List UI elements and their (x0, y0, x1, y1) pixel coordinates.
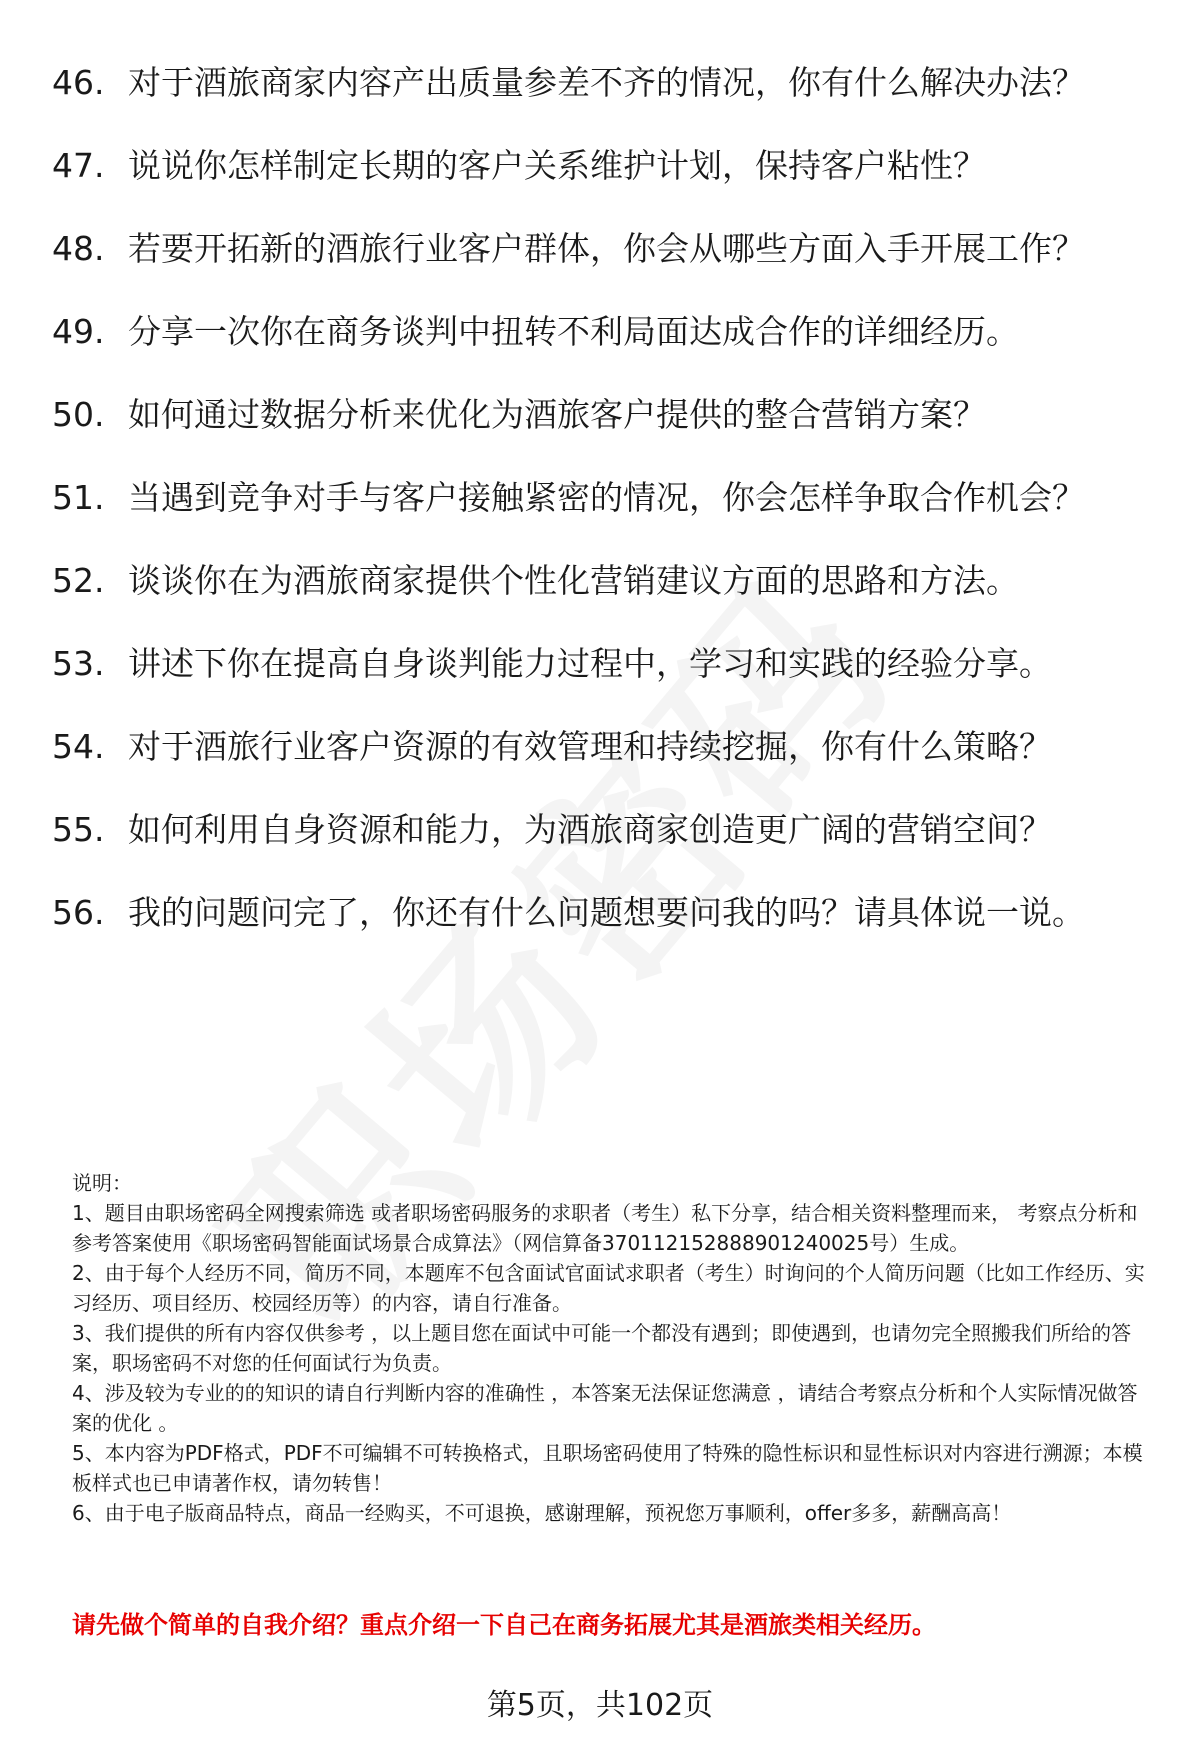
note-item: 4、涉及较为专业的的知识的请自行判断内容的准确性 ，本答案无法保证您满意 ，请结合考察点分析和个人实际情况做答案的优化 。 (72, 1381, 1138, 1435)
question-item (52, 224, 1152, 274)
question-text: 我的问题问完了，你还有什么问题想要问我的吗？请具体说一说。 (128, 893, 1085, 932)
question-number: 53. (52, 644, 105, 683)
question-text: 谈谈你在为酒旅商家提供个性化营销建议方面的思路和方法。 (128, 561, 1019, 600)
question-text: 说说你怎样制定长期的客户关系维护计划，保持客户粘性？ (128, 146, 986, 185)
question-text: 对于酒旅商家内容产出质量参差不齐的情况，你有什么解决办法？ (128, 63, 1085, 102)
notes-title: 说明： (72, 1171, 132, 1195)
question-number: 47. (52, 146, 105, 185)
question-item (52, 307, 1152, 357)
question-item (52, 722, 1152, 772)
note-item: 6、由于电子版商品特点，商品一经购买，不可退换，感谢理解，预祝您万事顺利，offer多多，薪酬高高！ (72, 1501, 1012, 1525)
question-number: 55. (52, 810, 105, 849)
question-item (52, 556, 1152, 606)
question-number: 51. (52, 478, 105, 517)
question-number: 49. (52, 312, 105, 351)
note-item: 1、题目由职场密码全网搜索筛选 或者职场密码服务的求职者（考生）私下分享，结合相关资料整理而来， 考察点分析和参考答案使用《职场密码智能面试场景合成算法》（网信算备370112152888901240025号）生成。 (72, 1201, 1138, 1255)
question-number: 54. (52, 727, 105, 766)
question-number: 46. (52, 63, 105, 102)
question-item (52, 639, 1152, 689)
question-text: 讲述下你在提高自身谈判能力过程中，学习和实践的经验分享。 (128, 644, 1052, 683)
question-item (52, 390, 1152, 440)
question-text: 若要开拓新的酒旅行业客户群体，你会从哪些方面入手开展工作？ (128, 229, 1085, 268)
question-item (52, 58, 1152, 108)
question-number: 50. (52, 395, 105, 434)
question-text: 分享一次你在商务谈判中扭转不利局面达成合作的详细经历。 (128, 312, 1019, 351)
question-text: 对于酒旅行业客户资源的有效管理和持续挖掘，你有什么策略？ (128, 727, 1052, 766)
highlight-question: 请先做个简单的自我介绍？重点介绍一下自己在商务拓展尤其是酒旅类相关经历。 (72, 1611, 936, 1639)
question-item (52, 141, 1152, 191)
page-footer: 第5页，共102页 (486, 1688, 714, 1723)
question-number: 48. (52, 229, 105, 268)
note-item: 2、由于每个人经历不同，简历不同，本题库不包含面试官面试求职者（考生）时询问的个人简历问题（比如工作经历、实习经历、项目经历、校园经历等）的内容，请自行准备。 (72, 1261, 1145, 1315)
note-item: 5、本内容为PDF格式，PDF不可编辑不可转换格式，且职场密码使用了特殊的隐性标识和显性标识对内容进行溯源；本模板样式也已申请著作权，请勿转售！ (72, 1441, 1143, 1495)
question-number: 56. (52, 893, 105, 932)
question-item (52, 888, 1152, 938)
notes-section (72, 1168, 1152, 1528)
question-item (52, 473, 1152, 523)
question-text: 如何利用自身资源和能力，为酒旅商家创造更广阔的营销空间？ (128, 810, 1052, 849)
question-list (52, 58, 1152, 971)
question-text: 如何通过数据分析来优化为酒旅客户提供的整合营销方案？ (128, 395, 986, 434)
note-item: 3、我们提供的所有内容仅供参考 ，以上题目您在面试中可能一个都没有遇到；即使遇到，也请勿完全照搬我们所给的答案，职场密码不对您的任何面试行为负责。 (72, 1321, 1132, 1375)
question-number: 52. (52, 561, 105, 600)
question-item (52, 805, 1152, 855)
question-text: 当遇到竞争对手与客户接触紧密的情况，你会怎样争取合作机会？ (128, 478, 1085, 517)
